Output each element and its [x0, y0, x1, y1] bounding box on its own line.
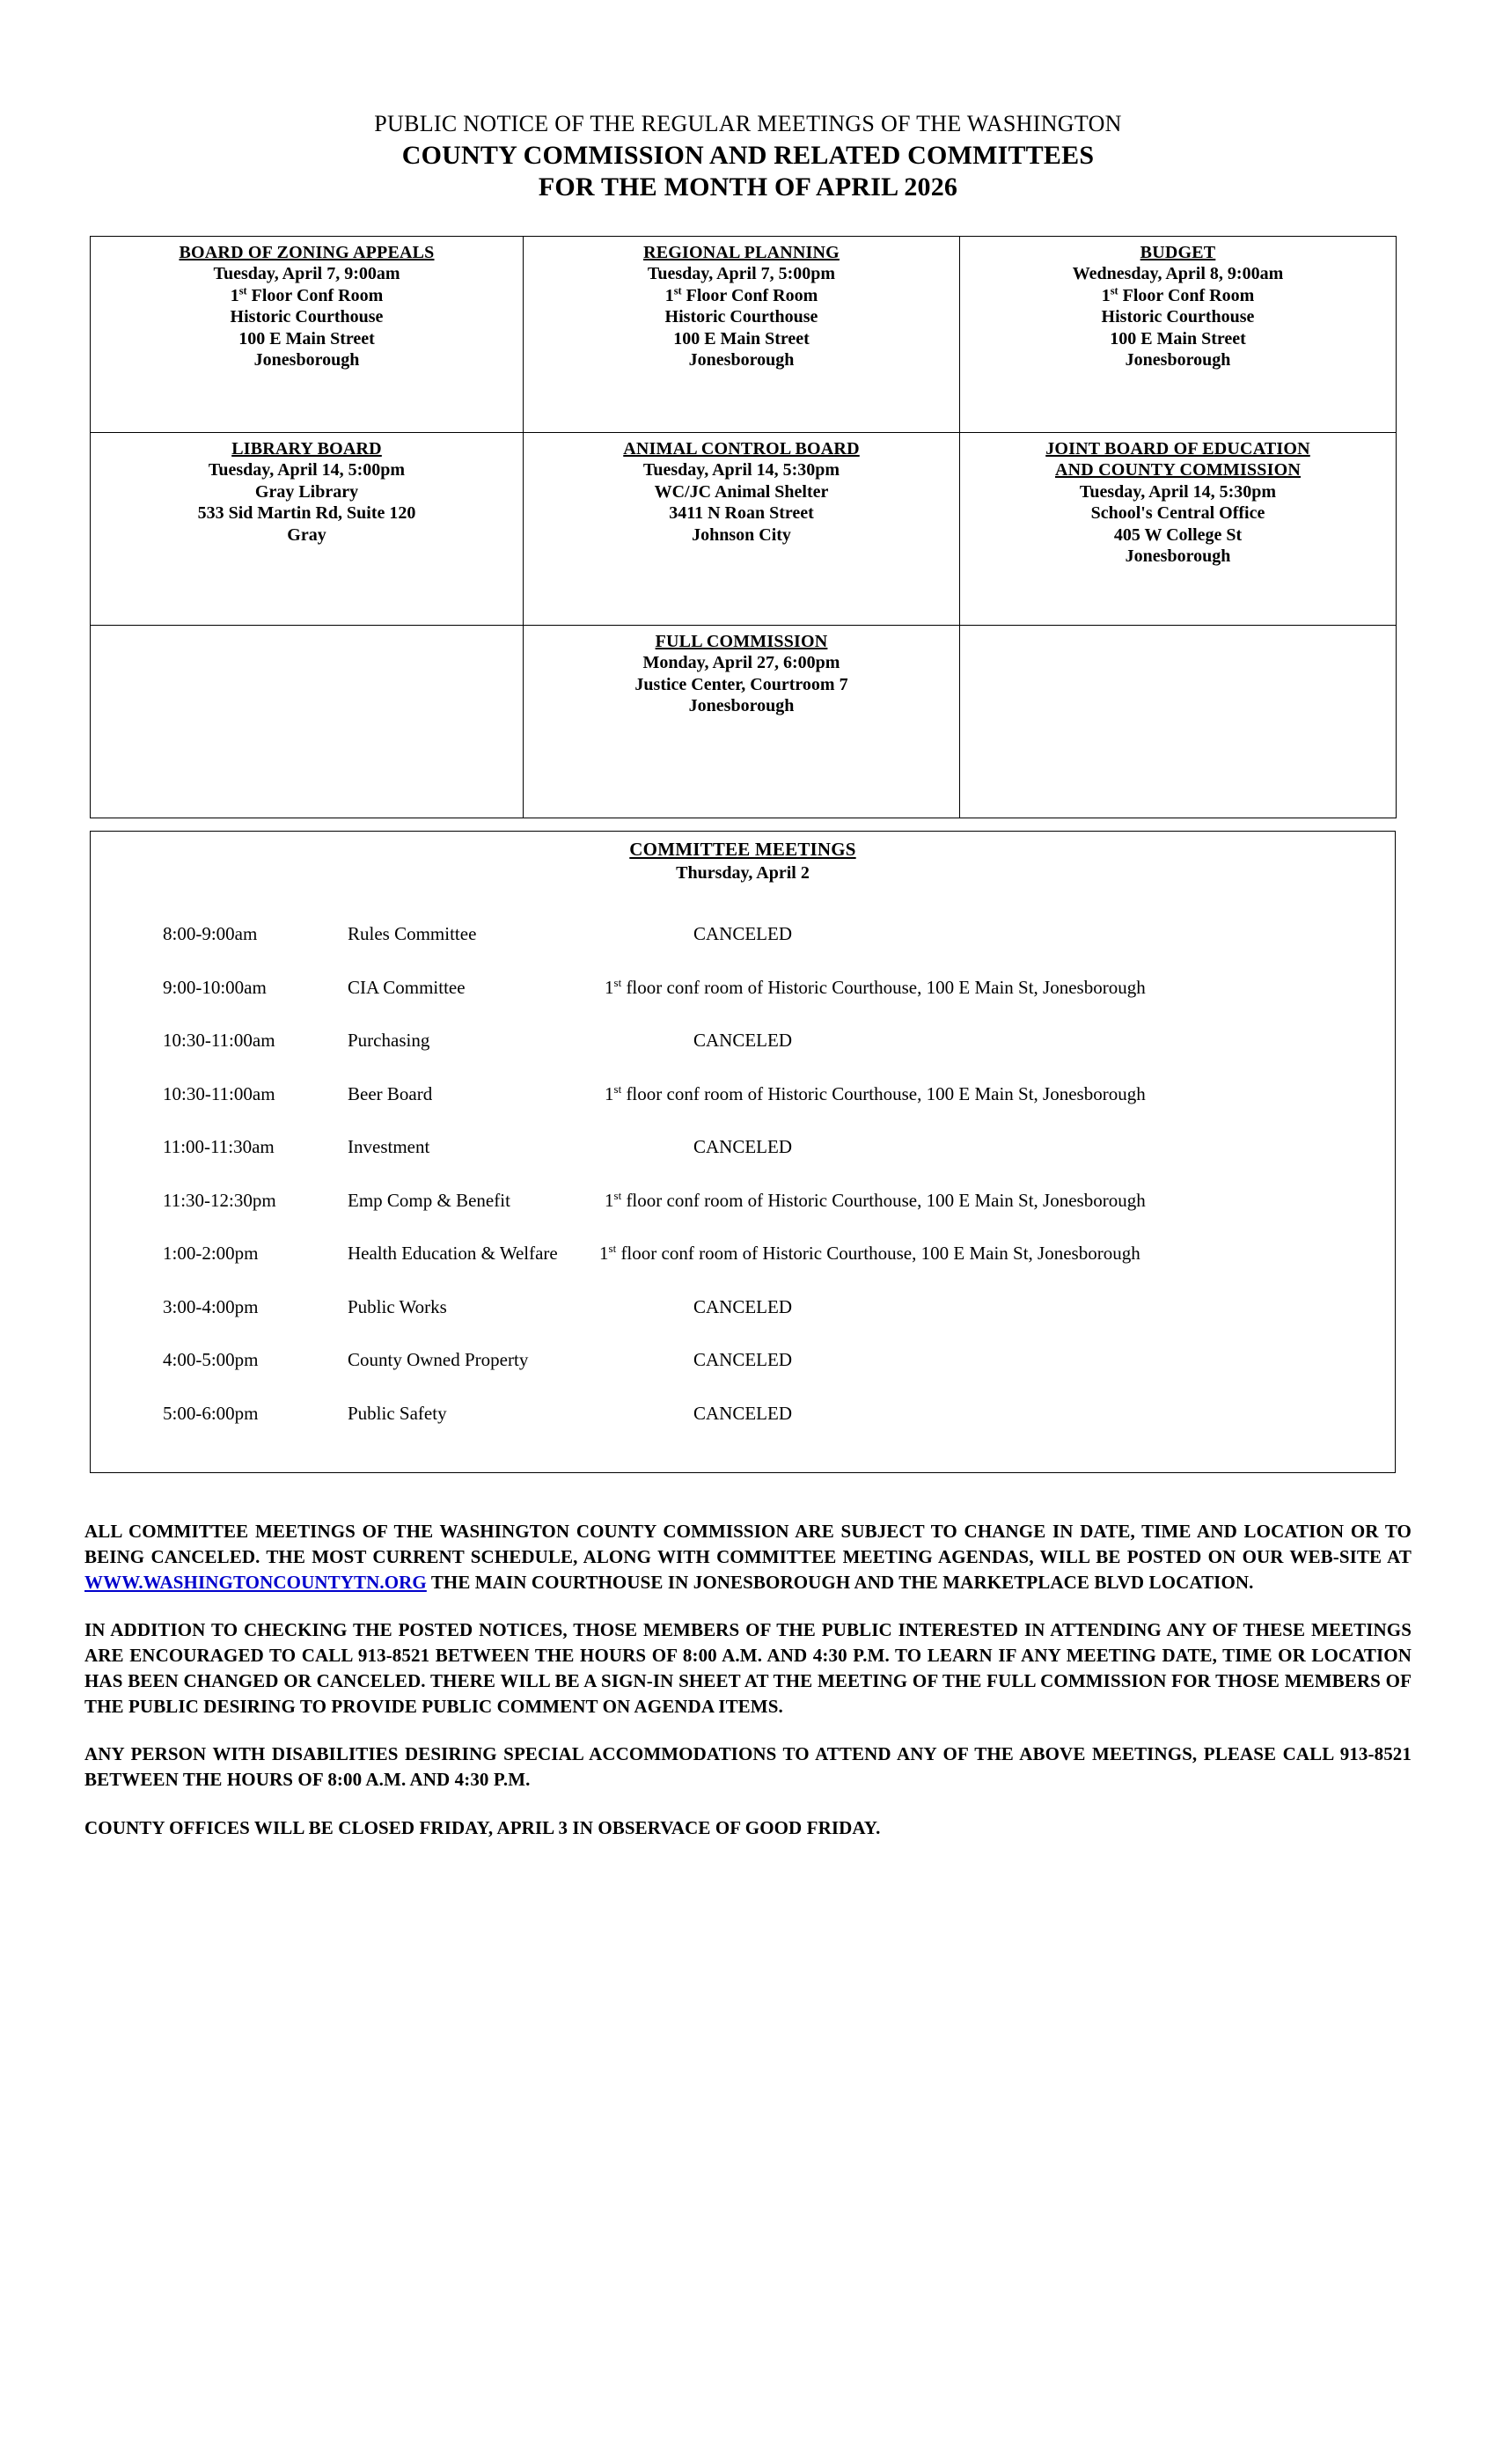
committee-name: Rules Committee [348, 923, 477, 944]
meeting-cell-line: Jonesborough [688, 349, 795, 370]
meeting-cell-title: REGIONAL PLANNING [643, 243, 840, 262]
committee-name: Beer Board [348, 1082, 433, 1104]
meeting-cell-title: BUDGET [1140, 243, 1216, 262]
header-line-2: COUNTY COMMISSION AND RELATED COMMITTEES [401, 141, 1095, 170]
meeting-cell [960, 237, 1397, 433]
committee-status-canceled: CANCELED [693, 1402, 792, 1424]
meeting-table-row [91, 433, 1397, 626]
meeting-cell [960, 433, 1397, 626]
meeting-cell-empty [960, 626, 1397, 818]
committee-meeting-row [91, 977, 1395, 1030]
meeting-cell-line: Wednesday, April 8, 9:00am [1072, 264, 1284, 284]
committee-meetings-title: COMMITTEE MEETINGS [629, 839, 856, 860]
meeting-cell-line: Justice Center, Courtroom 7 [634, 674, 848, 694]
meeting-cell-line: WC/JC Animal Shelter [654, 481, 829, 502]
document-header [0, 113, 1496, 206]
meeting-cell [91, 433, 524, 626]
meeting-cell-line: Johnson City [692, 524, 791, 545]
committee-time: 11:30-12:30pm [163, 1189, 276, 1211]
committee-time: 11:00-11:30am [163, 1136, 275, 1157]
committee-time: 10:30-11:00am [163, 1082, 275, 1104]
committee-location: 1st floor conf room of Historic Courthouse, 100 E Main St, Jonesborough [605, 975, 1146, 998]
committee-meeting-row [91, 1296, 1395, 1350]
committee-meetings-subtitle: Thursday, April 2 [676, 862, 810, 883]
meeting-cell-line: 100 E Main Street [238, 328, 375, 348]
committee-name: Investment [348, 1136, 430, 1157]
meeting-cell-line: Tuesday, April 7, 9:00am [213, 264, 400, 284]
header-line-3: FOR THE MONTH OF APRIL 2026 [538, 172, 958, 202]
committee-status-canceled: CANCELED [693, 1295, 792, 1317]
committee-time: 3:00-4:00pm [163, 1295, 259, 1317]
meeting-cell [524, 433, 960, 626]
meeting-cell-line: Historic Courthouse [230, 307, 384, 327]
notice-paragraph-1 [84, 1519, 1412, 1595]
notice-1-text-before: ALL COMMITTEE MEETINGS OF THE WASHINGTON COUNTY COMMISSION ARE SUBJECT TO CHANGE IN DATE, TIME AND LOCATION OR TO BEING CANCELED. THE MOST CURRENT SCHEDULE, ALONG WITH COMMITTEE MEETING AGENDAS, WILL BE POSTED ON OUR WEB-SITE AT [84, 1521, 1412, 1567]
committee-meeting-row [91, 1190, 1395, 1243]
meeting-schedule-table [90, 236, 1397, 818]
meeting-cell [524, 237, 960, 433]
notice-1-text-after: THE MAIN COURTHOUSE IN JONESBOROUGH AND THE MARKETPLACE BLVD LOCATION. [426, 1571, 1254, 1593]
meeting-cell-line: Jonesborough [253, 349, 360, 370]
notice-paragraph-4: COUNTY OFFICES WILL BE CLOSED FRIDAY, APRIL 3 IN OBSERVACE OF GOOD FRIDAY. [84, 1816, 881, 1838]
notice-paragraph-3: ANY PERSON WITH DISABILITIES DESIRING SPECIAL ACCOMMODATIONS TO ATTEND ANY OF THE ABOVE MEETINGS, PLEASE CALL 913-8521 BETWEEN THE HOURS OF 8:00 A.M. AND 4:30 P.M. [84, 1743, 1412, 1791]
committee-status-canceled: CANCELED [693, 923, 792, 944]
committee-meetings-list [91, 923, 1395, 1456]
committee-time: 8:00-9:00am [163, 923, 258, 944]
committee-meeting-row [91, 1349, 1395, 1403]
meeting-cell-line: Tuesday, April 14, 5:00pm [208, 460, 406, 480]
committee-time: 1:00-2:00pm [163, 1243, 259, 1264]
committee-status-canceled: CANCELED [693, 1349, 792, 1370]
committee-location: 1st floor conf room of Historic Courthouse, 100 E Main St, Jonesborough [605, 1188, 1146, 1211]
meeting-cell [524, 626, 960, 818]
committee-name: Purchasing [348, 1030, 430, 1051]
committee-time: 10:30-11:00am [163, 1030, 275, 1051]
meeting-cell-line: Jonesborough [1125, 546, 1231, 566]
committee-name: Public Works [348, 1295, 447, 1317]
committee-name: Health Education & Welfare [348, 1243, 558, 1264]
meeting-cell-line: Jonesborough [1125, 349, 1231, 370]
meeting-cell-line: Tuesday, April 7, 5:00pm [647, 264, 836, 284]
meeting-cell-title-cont: AND COUNTY COMMISSION [1054, 460, 1302, 480]
committee-location: 1st floor conf room of Historic Courthouse, 100 E Main St, Jonesborough [605, 1082, 1146, 1104]
meeting-cell-line: 3411 N Roan Street [669, 503, 814, 524]
meeting-cell-title: ANIMAL CONTROL BOARD [623, 439, 860, 458]
committee-name: CIA Committee [348, 976, 466, 998]
header-line-1: PUBLIC NOTICE OF THE REGULAR MEETINGS OF THE WASHINGTON [374, 111, 1122, 136]
committee-status-canceled: CANCELED [693, 1136, 792, 1157]
meeting-cell-title: BOARD OF ZONING APPEALS [179, 243, 435, 262]
committee-name: County Owned Property [348, 1349, 529, 1370]
meeting-cell-line: 1st Floor Conf Room [230, 284, 384, 305]
county-website-link[interactable]: WWW.WASHINGTONCOUNTYTN.ORG [84, 1571, 427, 1593]
meeting-cell-empty [91, 626, 524, 818]
meeting-cell-line: 405 W College St [1113, 524, 1243, 545]
meeting-cell-line: 100 E Main Street [1110, 328, 1246, 348]
committee-name: Public Safety [348, 1402, 447, 1424]
meeting-table-row [91, 626, 1397, 818]
meeting-cell-line: Historic Courthouse [1101, 307, 1255, 327]
meeting-cell-line: 1st Floor Conf Room [1101, 284, 1255, 305]
meeting-cell-line: Tuesday, April 14, 5:30pm [1079, 481, 1277, 502]
committee-meetings-header [91, 832, 1395, 884]
meeting-cell-title: JOINT BOARD OF EDUCATION [1045, 439, 1310, 458]
committee-time: 4:00-5:00pm [163, 1349, 259, 1370]
committee-status-canceled: CANCELED [693, 1030, 792, 1051]
meeting-cell-line: Gray [287, 524, 326, 545]
meeting-cell-title: FULL COMMISSION [655, 632, 828, 651]
committee-location: 1st floor conf room of Historic Courthouse, 100 E Main St, Jonesborough [599, 1242, 1140, 1264]
committee-meeting-row [91, 923, 1395, 977]
meeting-cell-title: LIBRARY BOARD [231, 439, 382, 458]
committee-time: 9:00-10:00am [163, 976, 267, 998]
committee-meeting-row [91, 1403, 1395, 1456]
meeting-cell-line: 1st Floor Conf Room [664, 284, 818, 305]
meeting-cell-line: 100 E Main Street [673, 328, 810, 348]
notices-section [84, 1519, 1412, 1841]
meeting-cell-line: Gray Library [254, 481, 359, 502]
meeting-cell-line: 533 Sid Martin Rd, Suite 120 [197, 503, 416, 524]
committee-meeting-row [91, 1030, 1395, 1083]
meeting-cell [91, 237, 524, 433]
meeting-cell-line: Jonesborough [688, 696, 795, 716]
committee-time: 5:00-6:00pm [163, 1402, 259, 1424]
meeting-cell-line: Tuesday, April 14, 5:30pm [642, 460, 840, 480]
meeting-cell-line: School's Central Office [1090, 503, 1265, 524]
committee-meeting-row [91, 1136, 1395, 1190]
notice-paragraph-2: IN ADDITION TO CHECKING THE POSTED NOTICES, THOSE MEMBERS OF THE PUBLIC INTERESTED IN ATTENDING ANY OF THESE MEETINGS ARE ENCOURAGED TO CALL 913-8521 BETWEEN THE HOURS OF 8:00 A.M. AND 4:30 P.M. TO LEARN IF ANY MEETING DATE, TIME OR LOCATION HAS BEEN CHANGED OR CANCELED. THERE WILL BE A SIGN-IN SHEET AT THE MEETING OF THE FULL COMMISSION FOR THOSE MEMBERS OF THE PUBLIC DESIRING TO PROVIDE PUBLIC COMMENT ON AGENDA ITEMS. [84, 1619, 1412, 1717]
meeting-table-row [91, 237, 1397, 433]
meeting-cell-line: Historic Courthouse [664, 307, 818, 327]
committee-name: Emp Comp & Benefit [348, 1189, 510, 1211]
committee-meeting-row [91, 1083, 1395, 1137]
committee-meetings-box [90, 831, 1396, 1473]
meeting-cell-line: Monday, April 27, 6:00pm [642, 653, 840, 673]
committee-meeting-row [91, 1243, 1395, 1296]
